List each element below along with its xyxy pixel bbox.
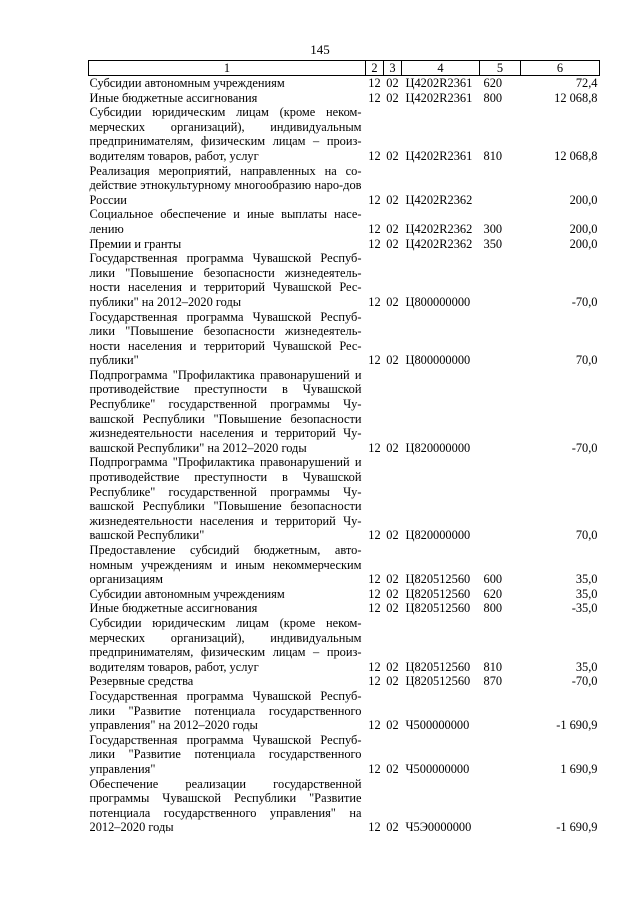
column-header-3: 3: [384, 61, 402, 76]
row-amount: 12 068,8: [554, 90, 598, 105]
row-target-code: Ц820000000: [405, 528, 471, 543]
row-section: 12: [368, 572, 381, 587]
row-section: 12: [368, 820, 381, 835]
row-subsection: 02: [386, 601, 399, 616]
row-expense-type: 600: [483, 572, 503, 587]
row-section: 12: [368, 586, 381, 601]
row-name: Субсидии юридическим лицам (кроме неком-мерческих организаций), индивидуальным предпринимателям, физическим лицам – произ-водителям товаров, работ, услуг: [89, 615, 362, 674]
row-expense-type: [480, 455, 521, 543]
row-expense-type: 800: [483, 90, 503, 105]
row-subsection: 02: [386, 528, 399, 543]
table-row: [89, 601, 600, 616]
row-name: Иные бюджетные ассигнования: [89, 90, 258, 105]
row-target-code: Ц4202R2362: [405, 236, 473, 251]
row-subsection: 02: [386, 572, 399, 587]
column-header-2: 2: [366, 61, 384, 76]
table-row: [89, 733, 600, 777]
row-amount: 200,0: [569, 192, 598, 207]
row-target-code: Ц820512560: [405, 601, 471, 616]
row-section: 12: [368, 674, 381, 689]
row-expense-type: [480, 777, 521, 835]
table-row: [89, 76, 600, 91]
row-amount: 70,0: [575, 528, 598, 543]
row-name: Социальное обеспечение и иные выплаты насе-лению: [89, 207, 362, 236]
row-section: 12: [368, 192, 381, 207]
row-expense-type: [480, 733, 521, 777]
row-expense-type: [480, 310, 521, 368]
row-amount: 200,0: [569, 221, 598, 236]
row-target-code: Ц800000000: [405, 353, 471, 368]
row-section: 12: [368, 659, 381, 674]
row-name: Обеспечение реализации государственной программы Чувашской Республики "Развитие потенциала государственного управления" на 2012–2020 годы: [89, 776, 362, 835]
row-name: Подпрограмма "Профилактика правонарушений и противодействие преступности в Чувашской Республике" государственной программы Чу-вашской Республики "Повышение безопасности жизнедеятельности населения и территорий Чу-вашской Республики": [89, 455, 362, 543]
row-amount: -35,0: [571, 601, 598, 616]
row-amount: 35,0: [575, 572, 598, 587]
table-header-row: [89, 61, 600, 76]
row-section: 12: [368, 353, 381, 368]
row-subsection: 02: [386, 353, 399, 368]
row-name: Субсидии автономным учреждениям: [89, 76, 285, 90]
row-subsection: 02: [386, 761, 399, 776]
row-name: Подпрограмма "Профилактика правонарушений и противодействие преступности в Чувашской Республике" государственной программы Чу-вашской Республики "Повышение безопасности жизнедеятельности населения и территорий Чу-вашской Республики" на 2012–2020 годы: [89, 367, 362, 455]
row-section: 12: [368, 761, 381, 776]
row-amount: 1 690,9: [560, 761, 598, 776]
table-row: [89, 455, 600, 543]
row-subsection: 02: [386, 718, 399, 733]
row-target-code: Ц4202R2362: [405, 192, 473, 207]
row-name: Государственная программа Чувашской Респуб-лики "Повышение безопасности жизнедеятель-ности населения и территорий Чувашской Рес-публики": [89, 309, 362, 368]
table-row: [89, 587, 600, 602]
row-expense-type: 620: [483, 76, 503, 90]
row-section: 12: [368, 221, 381, 236]
table-row: [89, 368, 600, 456]
row-amount: 12 068,8: [554, 148, 598, 163]
row-expense-type: 300: [483, 221, 503, 236]
row-target-code: Ц820000000: [405, 440, 471, 455]
row-subsection: 02: [386, 236, 399, 251]
table-row: [89, 689, 600, 733]
row-amount: -70,0: [571, 440, 598, 455]
row-amount: -1 690,9: [556, 820, 598, 835]
row-subsection: 02: [386, 192, 399, 207]
row-subsection: 02: [386, 674, 399, 689]
row-section: 12: [368, 76, 381, 90]
page-number: 145: [310, 42, 330, 57]
row-target-code: Ц820512560: [405, 586, 471, 601]
row-amount: -1 690,9: [556, 718, 598, 733]
row-expense-type: 810: [483, 659, 503, 674]
row-expense-type: [480, 251, 521, 309]
table-row: [89, 237, 600, 252]
column-header-1: 1: [89, 61, 366, 76]
row-target-code: Ц820512560: [405, 659, 471, 674]
row-amount: 70,0: [575, 353, 598, 368]
row-name: Резервные средства: [89, 674, 194, 689]
table-body: [89, 76, 600, 835]
row-target-code: Ч5Э0000000: [405, 820, 472, 835]
row-target-code: Ц800000000: [405, 294, 471, 309]
row-expense-type: [480, 689, 521, 733]
column-header-4: 4: [402, 61, 480, 76]
table-row: [89, 164, 600, 208]
row-expense-type: [480, 164, 521, 208]
row-subsection: 02: [386, 148, 399, 163]
row-target-code: Ц4202R2361: [405, 90, 473, 105]
row-subsection: 02: [386, 294, 399, 309]
table-row: [89, 105, 600, 163]
row-name: Государственная программа Чувашской Респуб-лики "Развитие потенциала государственного управления" на 2012–2020 годы: [89, 688, 362, 733]
row-target-code: Ц820512560: [405, 674, 471, 689]
row-amount: 35,0: [575, 586, 598, 601]
row-name: Реализация мероприятий, направленных на со-действие этнокультурному многообразию наро-дов России: [89, 163, 362, 207]
row-section: 12: [368, 528, 381, 543]
column-header-6: 6: [521, 61, 600, 76]
row-amount: -70,0: [571, 674, 598, 689]
row-name: Предоставление субсидий бюджетным, авто-номным учреждениям и иным некоммерческим организациям: [89, 543, 362, 587]
row-subsection: 02: [386, 221, 399, 236]
row-name: Премии и гранты: [89, 236, 182, 251]
table-row: [89, 207, 600, 236]
column-header-5: 5: [480, 61, 521, 76]
row-section: 12: [368, 236, 381, 251]
row-expense-type: 810: [483, 148, 503, 163]
table-row: [89, 91, 600, 106]
row-target-code: Ц4202R2361: [405, 148, 473, 163]
table-row: [89, 310, 600, 368]
row-section: 12: [368, 90, 381, 105]
row-target-code: Ц4202R2361: [405, 76, 473, 90]
table-row: [89, 616, 600, 674]
row-name: Государственная программа Чувашской Респуб-лики "Повышение безопасности жизнедеятель-ности населения и территорий Чувашской Рес-публики" на 2012–2020 годы: [89, 251, 362, 309]
row-subsection: 02: [386, 659, 399, 674]
row-name: Субсидии автономным учреждениям: [89, 586, 285, 601]
table-row: [89, 251, 600, 309]
row-section: 12: [368, 294, 381, 309]
row-name: Субсидии юридическим лицам (кроме неком-мерческих организаций), индивидуальным предпринимателям, физическим лицам – произ-водителям товаров, работ, услуг: [89, 105, 362, 163]
table-row: [89, 777, 600, 835]
row-target-code: Ц4202R2362: [405, 221, 473, 236]
table-row: [89, 543, 600, 587]
row-subsection: 02: [386, 440, 399, 455]
row-name: Государственная программа Чувашской Респуб-лики "Развитие потенциала государственного управления": [89, 732, 362, 776]
row-amount: 35,0: [575, 659, 598, 674]
row-section: 12: [368, 718, 381, 733]
row-expense-type: [480, 368, 521, 456]
row-subsection: 02: [386, 90, 399, 105]
budget-table: [88, 60, 600, 835]
row-section: 12: [368, 440, 381, 455]
row-subsection: 02: [386, 820, 399, 835]
table-row: [89, 674, 600, 689]
row-expense-type: 870: [483, 674, 503, 689]
row-subsection: 02: [386, 76, 399, 90]
row-amount: 72,4: [575, 76, 598, 90]
row-target-code: Ч500000000: [405, 761, 470, 776]
row-subsection: 02: [386, 586, 399, 601]
row-expense-type: 800: [483, 601, 503, 616]
row-target-code: Ц820512560: [405, 572, 471, 587]
row-amount: -70,0: [571, 294, 598, 309]
row-section: 12: [368, 148, 381, 163]
row-expense-type: 620: [483, 586, 503, 601]
row-target-code: Ч500000000: [405, 718, 470, 733]
row-amount: 200,0: [569, 236, 598, 251]
row-expense-type: 350: [483, 236, 503, 251]
row-section: 12: [368, 601, 381, 616]
row-name: Иные бюджетные ассигнования: [89, 601, 258, 616]
